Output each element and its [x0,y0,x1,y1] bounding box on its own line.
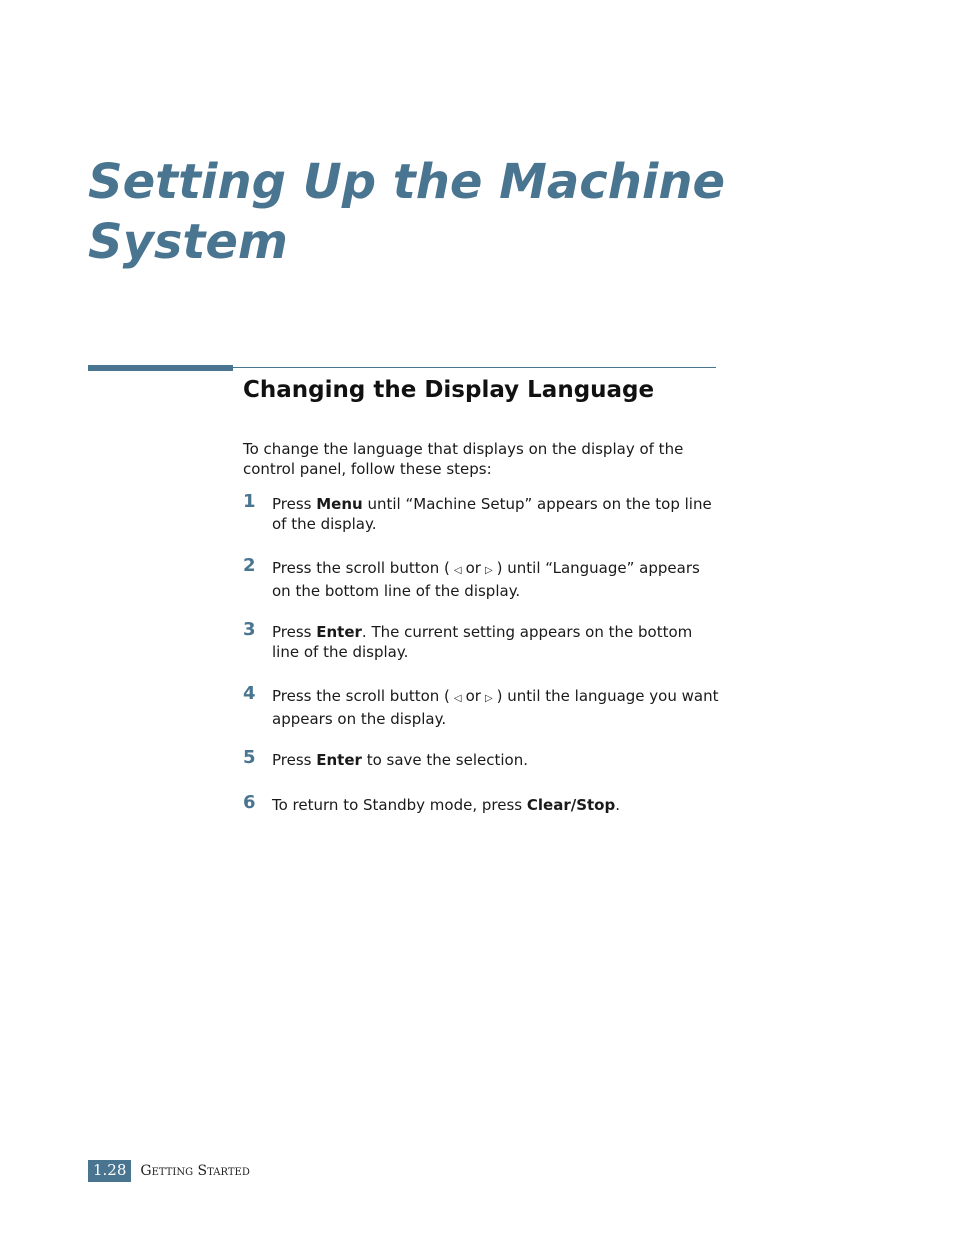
left-arrow-icon: ◁ [453,565,462,576]
step-text: Press Menu until “Machine Setup” appears on the top line of the display. [272,495,712,533]
section-title: Changing the Display Language [243,377,655,403]
step-number: 1 [243,491,256,512]
chapter-title: Setting Up the Machine System [88,154,726,270]
step-text: Press the scroll button ( ◁ or ▷ ) until the language you want appears on the display. [272,687,719,728]
page-footer [88,1160,250,1182]
menu-key: Menu [316,495,363,513]
step-text: Press the scroll button ( ◁ or ▷ ) until “Language” appears on the bottom line of the display. [272,559,700,600]
footer-chapter-name: Getting Started [140,1163,250,1179]
page-number: 1.28 [88,1160,131,1182]
right-arrow-icon: ▷ [484,693,493,704]
enter-key: Enter [316,623,362,641]
section-rule-thin [233,367,716,368]
step-number: 6 [243,792,256,813]
step-text: Press Enter. The current setting appears on the bottom line of the display. [272,623,693,661]
intro-paragraph: To change the language that displays on the display of the control panel, follow these steps: [243,440,684,478]
left-arrow-icon: ◁ [453,693,462,704]
enter-key: Enter [316,751,362,769]
section-rule-thick [88,365,233,371]
step-number: 3 [243,619,256,640]
step-number: 2 [243,555,256,576]
right-arrow-icon: ▷ [484,565,493,576]
clear-stop-key: Clear/Stop [526,796,616,814]
step-text: Press Enter to save the selection. [272,751,528,769]
step-number: 4 [243,683,256,704]
step-text: To return to Standby mode, press Clear/Stop. [272,796,620,814]
step-number: 5 [243,747,256,768]
